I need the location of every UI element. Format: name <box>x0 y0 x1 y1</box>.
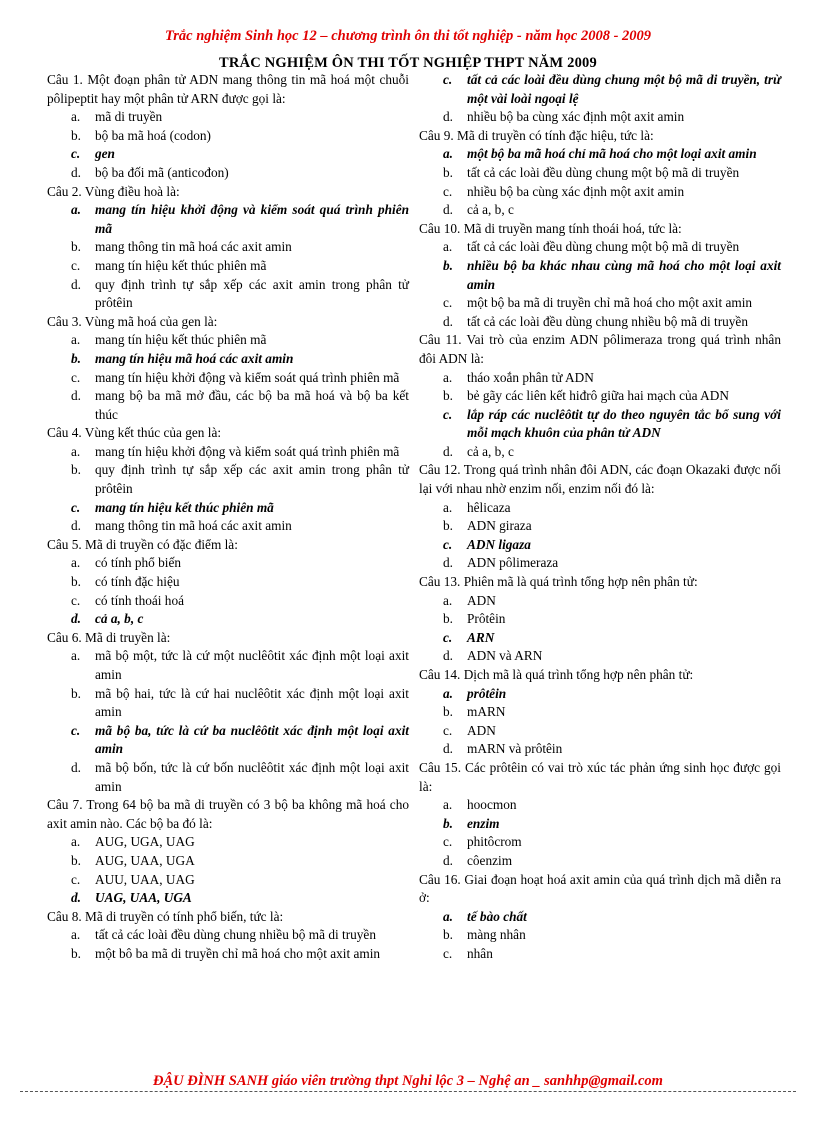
option-text: prôtêin <box>467 685 507 701</box>
answer-option <box>47 945 409 964</box>
answer-option <box>47 331 409 350</box>
option-text: hêlicaza <box>467 499 511 515</box>
option-text: mã bộ một, tức là cứ một nuclêôtit xác định một loại axit amin <box>95 648 409 682</box>
answer-option <box>47 257 409 276</box>
option-text: hoocmon <box>467 797 517 813</box>
option-label: a. <box>443 146 453 162</box>
option-label: a. <box>443 685 453 701</box>
question-block <box>47 313 409 425</box>
answer-option <box>419 294 781 313</box>
option-text: tất cả các loài đều dùng chung một bộ mã di truyền <box>467 164 740 180</box>
option-label: a. <box>443 797 453 813</box>
answer-option <box>419 238 781 257</box>
option-label: d. <box>443 202 453 218</box>
option-label: b. <box>443 704 453 720</box>
answer-option <box>47 499 409 518</box>
question-text: Câu 5. Mã di truyền có đặc điểm là: <box>47 536 238 552</box>
option-label: c. <box>71 499 81 515</box>
answer-option <box>47 276 409 313</box>
option-label: b. <box>71 350 81 366</box>
option-text: ADN ligaza <box>467 536 531 552</box>
question-block <box>419 759 781 871</box>
answer-option <box>47 554 409 573</box>
answer-option <box>419 926 781 945</box>
option-text: tất cả các loài đều dùng chung một bộ mã di truyền, trừ một vài loài ngoại lệ <box>467 72 781 106</box>
question-block <box>419 461 781 573</box>
option-label: a. <box>443 908 453 924</box>
option-text: tất cả các loài đều dùng chung nhiều bộ mã di truyền <box>95 927 376 943</box>
option-label: a. <box>443 369 453 385</box>
answer-option <box>419 257 781 294</box>
option-text: mang thông tin mã hoá các axit amin <box>95 239 292 255</box>
option-label: a. <box>71 202 81 218</box>
option-text: nhiều bộ ba cùng xác định một axit amin <box>467 109 685 125</box>
left-column <box>47 71 409 964</box>
option-label: d. <box>71 890 81 906</box>
option-text: mARN <box>467 704 506 720</box>
answer-option <box>419 183 781 202</box>
answer-option <box>419 499 781 518</box>
option-text: có tính phổ biến <box>95 555 182 571</box>
option-text: gen <box>95 146 115 162</box>
option-label: b. <box>443 257 453 273</box>
answer-option <box>419 517 781 536</box>
option-text: nhiều bộ ba khác nhau cùng mã hoá cho một loại axit amin <box>467 257 781 292</box>
option-label: c. <box>71 871 81 887</box>
option-text: mang tín hiệu kết thúc phiên mã <box>95 332 267 348</box>
question-block <box>419 666 781 759</box>
option-text: Prôtêin <box>467 611 506 627</box>
option-text: mã bộ hai, tức là cứ hai nuclêôtit xác định một loại axit amin <box>95 685 409 720</box>
answer-option <box>47 164 409 183</box>
answer-option <box>419 554 781 573</box>
answer-option <box>47 201 409 238</box>
option-label: b. <box>71 127 81 143</box>
option-text: nhân <box>467 945 493 961</box>
option-text: tháo xoắn phân tử ADN <box>467 369 594 385</box>
option-label: d. <box>71 164 81 180</box>
answer-option <box>419 796 781 815</box>
question-block <box>47 796 409 908</box>
footer-divider <box>20 1091 796 1092</box>
option-label: b. <box>443 518 453 534</box>
answer-option <box>419 443 781 462</box>
answer-option <box>419 685 781 704</box>
answer-option <box>419 740 781 759</box>
answer-option <box>47 889 409 908</box>
answer-option <box>419 908 781 927</box>
option-label: d. <box>443 443 453 459</box>
option-text: AUU, UAA, UAG <box>95 871 195 887</box>
question-text: Câu 14. Dịch mã là quá trình tổng hợp nên phân tử: <box>419 667 694 682</box>
option-text: mang tín hiệu khởi động và kiểm soát quá trình phiên mã <box>95 202 409 236</box>
option-label: a. <box>443 239 453 255</box>
question-block <box>47 71 409 183</box>
answer-option <box>47 610 409 629</box>
question-text: Câu 3. Vùng mã hoá của gen là: <box>47 313 218 329</box>
answer-option <box>47 592 409 611</box>
question-text: Câu 10. Mã di truyền mang tính thoái hoá, tức là: <box>419 220 682 236</box>
option-text: nhiều bộ ba cùng xác định một axit amin <box>467 183 685 199</box>
answer-option <box>419 406 781 443</box>
question-block <box>419 331 781 461</box>
answer-option <box>47 852 409 871</box>
answer-option <box>47 369 409 388</box>
option-label: a. <box>443 499 453 515</box>
question-block <box>419 871 781 964</box>
answer-option <box>47 145 409 164</box>
option-text: cả a, b, c <box>467 202 514 218</box>
option-text: bộ ba đối mã (anticođon) <box>95 164 229 180</box>
option-label: a. <box>71 834 81 850</box>
option-label: c. <box>71 146 81 162</box>
right-column <box>419 71 781 964</box>
question-text: Câu 7. Trong 64 bộ ba mã di truyền có 3 bộ ba không mã hoá cho axit amin nào. Các bộ ba đó là: <box>47 797 409 831</box>
option-label: d. <box>71 759 81 775</box>
option-label: b. <box>71 239 81 255</box>
option-label: a. <box>71 109 81 125</box>
option-text: một bộ ba mã di truyền chỉ mã hoá cho một axit amin <box>467 295 753 311</box>
answer-option <box>47 647 409 684</box>
question-block <box>419 127 781 220</box>
option-label: c. <box>71 592 81 608</box>
option-label: b. <box>443 164 453 180</box>
question-text: Câu 1. Một đoạn phân tử ADN mang thông tin mã hoá một chuỗi pôlipeptit hay một phân tử ARN được gọi là: <box>47 72 409 106</box>
option-text: ADN <box>467 722 496 738</box>
option-label: a. <box>71 443 81 459</box>
option-text: mang tín hiệu mã hoá các axit amin <box>95 350 294 366</box>
option-label: c. <box>71 369 81 385</box>
option-text: tế bào chất <box>467 908 527 924</box>
answer-option <box>47 685 409 722</box>
question-block <box>419 220 781 332</box>
option-label: a. <box>71 555 81 571</box>
option-text: cả a, b, c <box>467 443 514 459</box>
option-text: mang thông tin mã hoá các axit amin <box>95 518 292 534</box>
answer-option <box>47 926 409 945</box>
question-text: Câu 11. Vai trò của enzim ADN pôlimeraza trong quá trình nhân đôi ADN là: <box>419 332 781 366</box>
option-text: bộ ba mã hoá (codon) <box>95 127 211 143</box>
option-label: d. <box>71 518 81 534</box>
option-label: a. <box>443 592 453 608</box>
answer-option <box>419 164 781 183</box>
question-block <box>47 536 409 629</box>
option-label: d. <box>71 276 81 292</box>
option-text: mã bộ bốn, tức là cứ bốn nuclêôtit xác định một loại axit amin <box>95 759 409 794</box>
option-label: c. <box>443 945 453 961</box>
option-text: mã di truyền <box>95 109 163 125</box>
option-label: d. <box>71 388 81 404</box>
answer-option <box>47 759 409 796</box>
option-text: mang tín hiệu khởi động và kiểm soát quá trình phiên mã <box>95 369 400 385</box>
option-label: b. <box>443 388 453 404</box>
answer-option <box>47 238 409 257</box>
page-footer: ĐẬU ĐÌNH SANH giáo viên trường thpt Nghi lộc 3 – Nghệ an _ sanhhp@gmail.com <box>153 1073 663 1089</box>
answer-option <box>47 350 409 369</box>
answer-option <box>47 517 409 536</box>
option-text: mang bộ ba mã mở đầu, các bộ ba mã hoá và bộ ba kết thúc <box>95 388 409 422</box>
answer-option <box>47 443 409 462</box>
option-text: tất cả các loài đều dùng chung nhiều bộ mã di truyền <box>467 313 748 329</box>
option-text: ADN và ARN <box>467 648 543 664</box>
answer-option <box>47 387 409 424</box>
answer-option <box>419 610 781 629</box>
option-text: có tính thoái hoá <box>95 592 184 608</box>
option-label: b. <box>71 945 81 961</box>
option-text: quy định trình tự sắp xếp các axit amin trong phân tử prôtêin <box>95 276 409 311</box>
option-label: d. <box>443 313 453 329</box>
question-text: Câu 4. Vùng kết thúc của gen là: <box>47 425 222 441</box>
question-block <box>47 908 409 964</box>
question-text: Câu 16. Giai đoạn hoạt hoá axit amin của quá trình dịch mã diễn ra ở: <box>419 871 781 906</box>
option-text: có tính đặc hiệu <box>95 574 180 590</box>
answer-option <box>419 833 781 852</box>
option-text: một bộ ba mã hoá chỉ mã hoá cho một loại axit amin <box>467 146 757 162</box>
option-text: ARN <box>467 629 495 645</box>
option-label: a. <box>71 927 81 943</box>
option-text: bẻ gãy các liên kết hiđrô giữa hai mạch của ADN <box>467 388 729 404</box>
answer-option <box>47 461 409 498</box>
option-label: d. <box>443 741 453 757</box>
option-text: tất cả các loài đều dùng chung một bộ mã di truyền <box>467 239 740 255</box>
answer-option <box>419 536 781 555</box>
answer-option <box>47 722 409 759</box>
question-block <box>419 573 781 666</box>
option-text: mã bộ ba, tức là cứ ba nuclêôtit xác định một loại axit amin <box>95 722 409 757</box>
option-label: d. <box>71 611 81 627</box>
option-label: c. <box>443 406 453 422</box>
option-text: ADN giraza <box>467 518 532 534</box>
option-label: b. <box>443 815 453 831</box>
answer-option <box>419 313 781 332</box>
answer-option <box>47 833 409 852</box>
option-label: b. <box>443 611 453 627</box>
option-text: enzim <box>467 815 500 831</box>
option-label: c. <box>443 183 453 199</box>
option-label: b. <box>71 685 81 701</box>
option-label: d. <box>443 555 453 571</box>
option-label: c. <box>443 629 453 645</box>
option-text: AUG, UGA, UAG <box>95 834 195 850</box>
answer-option <box>419 852 781 871</box>
option-label: d. <box>443 109 453 125</box>
option-text: phitôcrom <box>467 834 522 850</box>
answer-option <box>47 127 409 146</box>
answer-option <box>419 108 781 127</box>
option-label: d. <box>443 648 453 664</box>
option-text: một bô ba mã di truyền chỉ mã hoá cho một axit amin <box>95 945 381 961</box>
page-header: Trắc nghiệm Sinh học 12 – chương trình ôn thi tốt nghiệp - năm học 2008 - 2009 <box>164 28 652 44</box>
question-text: Câu 6. Mã di truyền là: <box>47 629 171 645</box>
question-text: Câu 15. Các prôtêin có vai trò xúc tác phản ứng sinh học được gọi là: <box>419 759 781 794</box>
answer-option <box>419 945 781 964</box>
option-label: a. <box>71 332 81 348</box>
option-label: b. <box>71 462 81 478</box>
option-text: UAG, UAA, UGA <box>95 890 192 906</box>
option-text: cả a, b, c <box>95 611 144 627</box>
answer-option <box>419 722 781 741</box>
option-label: b. <box>71 852 81 868</box>
answer-option <box>419 703 781 722</box>
option-text: ADN <box>467 592 496 608</box>
option-label: b. <box>71 574 81 590</box>
option-text: mang tín hiệu khởi động và kiểm soát quá trình phiên mã <box>95 443 400 459</box>
option-label: c. <box>443 295 453 311</box>
option-label: c. <box>443 72 453 87</box>
option-text: quy định trình tự sắp xếp các axit amin trong phân tử prôtêin <box>95 462 409 497</box>
question-block <box>47 183 409 313</box>
answer-option <box>47 108 409 127</box>
answer-option <box>419 71 781 108</box>
answer-option <box>419 592 781 611</box>
option-text: mang tín hiệu kết thúc phiên mã <box>95 257 267 273</box>
option-label: a. <box>71 648 81 664</box>
option-text: AUG, UAA, UGA <box>95 852 195 868</box>
option-label: d. <box>443 852 453 868</box>
answer-option <box>47 871 409 890</box>
document-title: TRẮC NGHIỆM ÔN THI TỐT NGHIỆP THPT NĂM 2009 <box>219 55 597 71</box>
option-text: côenzim <box>467 852 513 868</box>
answer-option <box>419 145 781 164</box>
question-text: Câu 13. Phiên mã là quá trình tổng hợp nên phân tử: <box>419 574 698 590</box>
question-block <box>47 629 409 796</box>
answer-option <box>419 647 781 666</box>
answer-option <box>419 201 781 220</box>
question-text: Câu 12. Trong quá trình nhân đôi ADN, các đoạn Okazaki được nối lại với nhau nhờ enzim nối, enzim nối đó là: <box>419 462 781 497</box>
answer-option <box>47 573 409 592</box>
option-text: ADN pôlimeraza <box>467 555 559 571</box>
answer-option <box>419 387 781 406</box>
option-text: lắp ráp các nuclêôtit tự do theo nguyên tắc bổ sung với mỗi mạch khuôn của phân tử ADN <box>467 406 781 441</box>
question-text: Câu 9. Mã di truyền có tính đặc hiệu, tức là: <box>419 127 654 143</box>
option-text: mARN và prôtêin <box>467 741 563 757</box>
question-text: Câu 8. Mã di truyền có tính phổ biến, tức là: <box>47 908 284 924</box>
option-text: màng nhân <box>467 927 526 943</box>
option-label: c. <box>443 536 453 552</box>
option-label: c. <box>443 722 453 738</box>
answer-option <box>419 629 781 648</box>
answer-option <box>419 815 781 834</box>
question-text: Câu 2. Vùng điều hoà là: <box>47 183 180 199</box>
option-label: c. <box>71 257 81 273</box>
question-block <box>47 424 409 536</box>
option-label: b. <box>443 927 453 943</box>
option-label: c. <box>71 722 81 738</box>
answer-option <box>419 369 781 388</box>
option-text: mang tín hiệu kết thúc phiên mã <box>95 499 274 515</box>
option-label: c. <box>443 834 453 850</box>
